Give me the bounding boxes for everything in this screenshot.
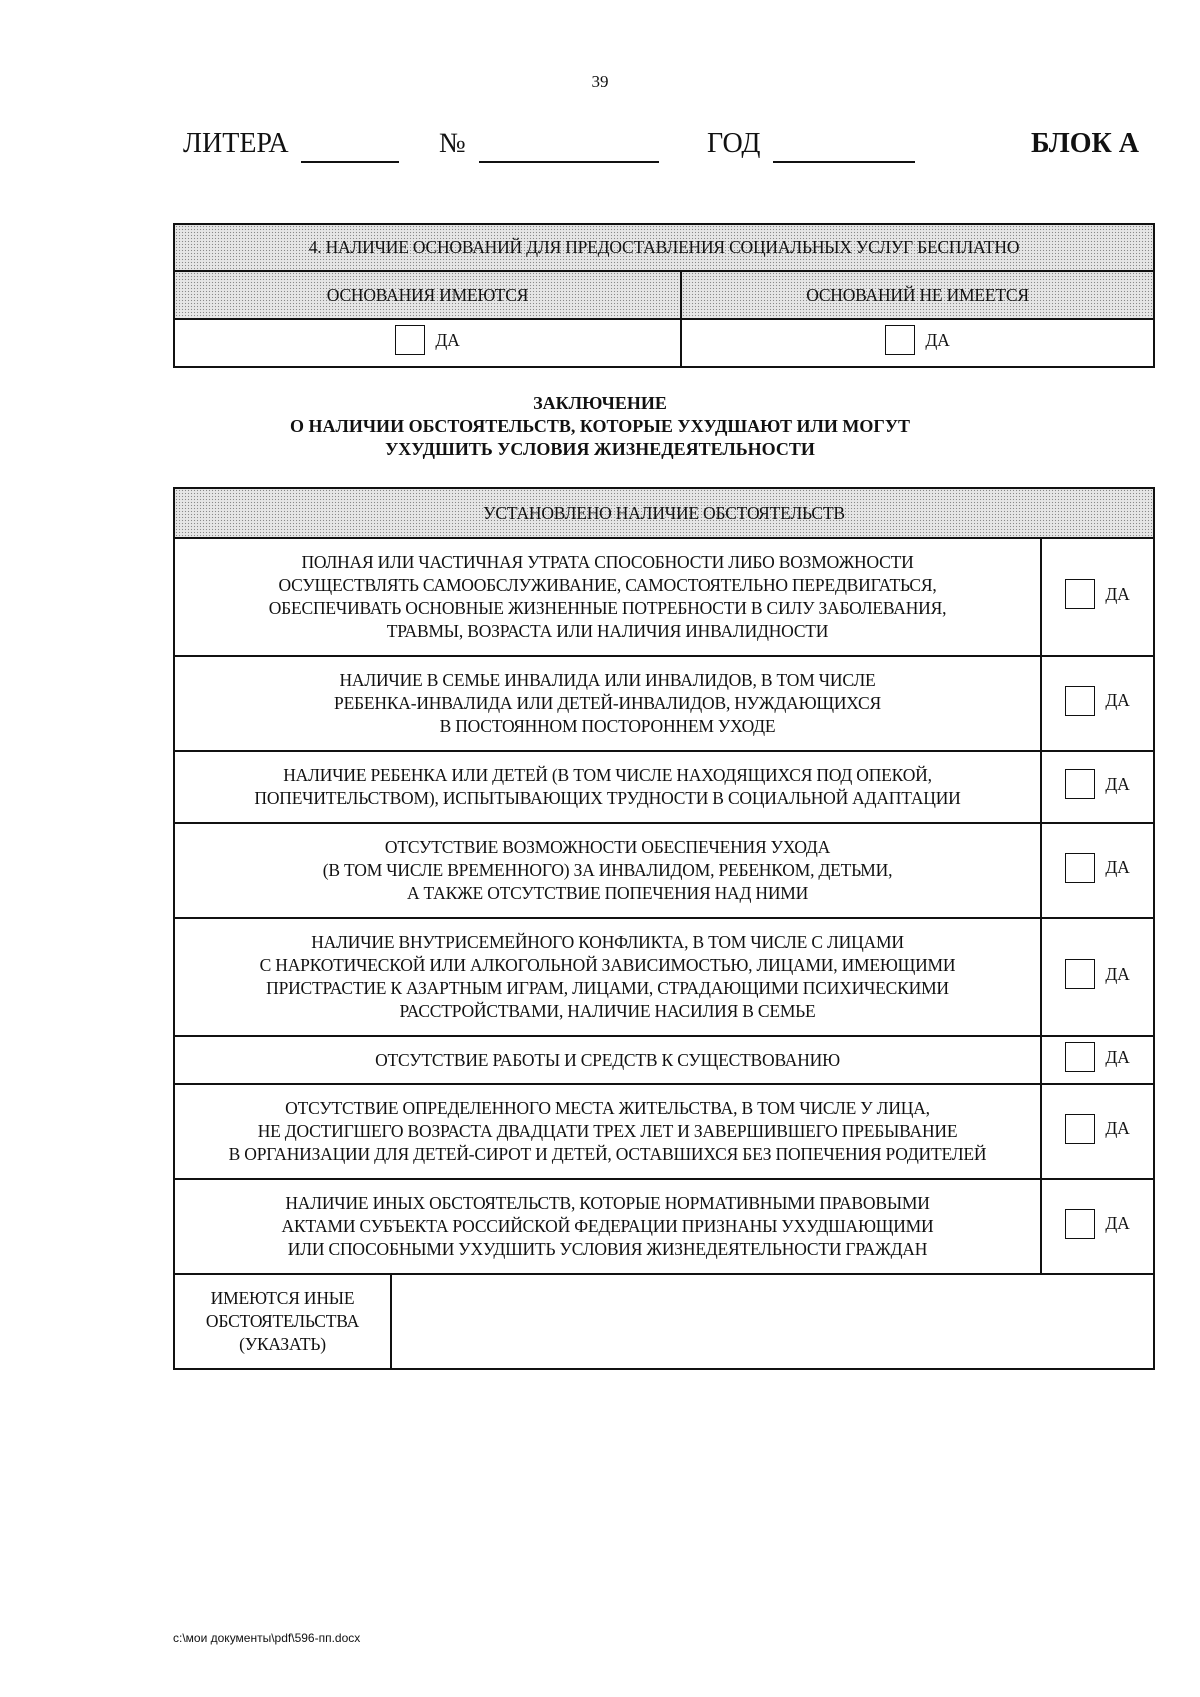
conclusion-subtitle-line: УХУДШИТЬ УСЛОВИЯ ЖИЗНЕДЕЯТЕЛЬНОСТИ <box>385 439 815 459</box>
circumstance-text-line: ОБЕСПЕЧИВАТЬ ОСНОВНЫЕ ЖИЗНЕННЫЕ ПОТРЕБНОСТИ В СИЛУ ЗАБОЛЕВАНИЯ, <box>268 598 947 618</box>
circumstance-text-line: НАЛИЧИЕ В СЕМЬЕ ИНВАЛИДА ИЛИ ИНВАЛИДОВ, В ТОМ ЧИСЛЕ <box>339 670 876 690</box>
circumstance-text-line: С НАРКОТИЧЕСКОЙ ИЛИ АЛКОГОЛЬНОЙ ЗАВИСИМОСТЬЮ, ЛИЦАМИ, ИМЕЮЩИМИ <box>259 955 956 975</box>
circumstance-text-line: В ПОСТОЯННОМ ПОСТОРОННЕМ УХОДЕ <box>439 716 776 736</box>
circumstance-row <box>174 1084 1154 1179</box>
section4-col2-header: ОСНОВАНИЙ НЕ ИМЕЕТСЯ <box>681 271 1154 319</box>
conclusion-heading <box>0 392 1200 461</box>
circumstance-checkbox-cell <box>1041 918 1154 1036</box>
year-field[interactable] <box>773 161 915 163</box>
section4-title: 4. НАЛИЧИЕ ОСНОВАНИЙ ДЛЯ ПРЕДОСТАВЛЕНИЯ СОЦИАЛЬНЫХ УСЛУГ БЕСПЛАТНО <box>174 224 1154 271</box>
circumstance-text <box>174 823 1041 918</box>
other-label-line: (УКАЗАТЬ) <box>239 1334 326 1354</box>
circumstance-checkbox-cell <box>1041 1179 1154 1274</box>
circumstance-checkbox[interactable] <box>1065 959 1095 989</box>
circumstance-row <box>174 1036 1154 1084</box>
circumstance-checkbox[interactable] <box>1065 579 1095 609</box>
grounds-exist-checkbox[interactable] <box>395 325 425 355</box>
circumstance-text-line: АКТАМИ СУБЪЕКТА РОССИЙСКОЙ ФЕДЕРАЦИИ ПРИЗНАНЫ УХУДШАЮЩИМИ <box>281 1216 934 1236</box>
document-header <box>183 128 1139 168</box>
section4-col1-cell <box>174 319 681 367</box>
conclusion-title: ЗАКЛЮЧЕНИЕ <box>533 393 667 413</box>
circumstances-header: УСТАНОВЛЕНО НАЛИЧИЕ ОБСТОЯТЕЛЬСТВ <box>174 488 1154 538</box>
checkbox-label: ДА <box>1105 773 1130 794</box>
checkbox-label: ДА <box>1105 963 1130 984</box>
other-label-line: ИМЕЮТСЯ ИНЫЕ <box>210 1288 355 1308</box>
circumstance-text-line: ПРИСТРАСТИЕ К АЗАРТНЫМ ИГРАМ, ЛИЦАМИ, СТРАДАЮЩИМИ ПСИХИЧЕСКИМИ <box>266 978 949 998</box>
circumstance-text-line: В ОРГАНИЗАЦИИ ДЛЯ ДЕТЕЙ-СИРОТ И ДЕТЕЙ, ОСТАВШИХСЯ БЕЗ ПОПЕЧЕНИЯ РОДИТЕЛЕЙ <box>228 1144 987 1164</box>
circumstance-checkbox[interactable] <box>1065 769 1095 799</box>
circumstance-row <box>174 751 1154 823</box>
circumstance-checkbox-cell <box>1041 1084 1154 1179</box>
circumstance-checkbox-cell <box>1041 656 1154 751</box>
page-number: 39 <box>591 72 609 91</box>
circumstance-text-line: ТРАВМЫ, ВОЗРАСТА ИЛИ НАЛИЧИЯ ИНВАЛИДНОСТИ <box>386 621 829 641</box>
circumstance-checkbox-cell <box>1041 751 1154 823</box>
no-grounds-checkbox[interactable] <box>885 325 915 355</box>
circumstance-text-line: НЕ ДОСТИГШЕГО ВОЗРАСТА ДВАДЦАТИ ТРЕХ ЛЕТ И ЗАВЕРШИВШЕГО ПРЕБЫВАНИЕ <box>257 1121 958 1141</box>
litera-label: ЛИТЕРА <box>183 128 289 159</box>
checkbox-label: ДА <box>1105 690 1130 710</box>
circumstance-text-line: НАЛИЧИЕ ВНУТРИСЕМЕЙНОГО КОНФЛИКТА, В ТОМ ЧИСЛЕ С ЛИЦАМИ <box>311 932 904 952</box>
conclusion-subtitle-line: О НАЛИЧИИ ОБСТОЯТЕЛЬСТВ, КОТОРЫЕ УХУДШАЮТ ИЛИ МОГУТ <box>289 416 911 436</box>
circumstance-text <box>174 751 1041 823</box>
circumstance-checkbox[interactable] <box>1065 1042 1095 1072</box>
circumstance-text-line: РЕБЕНКА-ИНВАЛИДА ИЛИ ДЕТЕЙ-ИНВАЛИДОВ, НУЖДАЮЩИХСЯ <box>334 693 881 713</box>
circumstance-text-line: ОТСУТСТВИЕ ОПРЕДЕЛЕННОГО МЕСТА ЖИТЕЛЬСТВА, В ТОМ ЧИСЛЕ У ЛИЦА, <box>285 1098 930 1118</box>
section4-col2-cell <box>681 319 1154 367</box>
checkbox-label: ДА <box>1105 583 1130 604</box>
circumstance-text-line: ОСУЩЕСТВЛЯТЬ САМООБСЛУЖИВАНИЕ, САМОСТОЯТЕЛЬНО ПЕРЕДВИГАТЬСЯ, <box>278 575 937 595</box>
circumstance-row <box>174 538 1154 656</box>
circumstance-text-line: ПОЛНАЯ ИЛИ ЧАСТИЧНАЯ УТРАТА СПОСОБНОСТИ ЛИБО ВОЗМОЖНОСТИ <box>301 552 914 572</box>
number-field[interactable] <box>479 161 659 163</box>
circumstances-table <box>173 487 1155 1370</box>
year-label: ГОД <box>707 128 761 159</box>
checkbox-label: ДА <box>1105 1213 1130 1233</box>
circumstance-checkbox-cell <box>1041 1036 1154 1084</box>
circumstance-row <box>174 656 1154 751</box>
circumstance-checkbox[interactable] <box>1065 1114 1095 1144</box>
circumstance-text <box>174 1179 1041 1274</box>
circumstance-text <box>174 1036 1041 1084</box>
circumstance-text-line: ИЛИ СПОСОБНЫМИ УХУДШИТЬ УСЛОВИЯ ЖИЗНЕДЕЯТЕЛЬНОСТИ ГРАЖДАН <box>287 1239 928 1259</box>
section4-col1-header: ОСНОВАНИЯ ИМЕЮТСЯ <box>174 271 681 319</box>
circumstance-text-line: (В ТОМ ЧИСЛЕ ВРЕМЕННОГО) ЗА ИНВАЛИДОМ, РЕБЕНКОМ, ДЕТЬМИ, <box>322 860 893 880</box>
section4-table <box>173 223 1155 368</box>
other-circumstances-field[interactable] <box>391 1274 1154 1369</box>
number-label: № <box>439 128 466 159</box>
litera-field[interactable] <box>301 161 399 163</box>
circumstance-checkbox-cell <box>1041 823 1154 918</box>
circumstance-text-line: РАССТРОЙСТВАМИ, НАЛИЧИЕ НАСИЛИЯ В СЕМЬЕ <box>399 1001 816 1021</box>
checkbox-label: ДА <box>1105 857 1130 877</box>
checkbox-label: ДА <box>435 329 460 350</box>
circumstance-text <box>174 918 1041 1036</box>
circumstance-text-line: ПОПЕЧИТЕЛЬСТВОМ), ИСПЫТЫВАЮЩИХ ТРУДНОСТИ В СОЦИАЛЬНОЙ АДАПТАЦИИ <box>254 788 961 808</box>
other-circumstances-label <box>174 1274 391 1369</box>
block-label: БЛОК А <box>1031 128 1139 159</box>
other-label-line: ОБСТОЯТЕЛЬСТВА <box>205 1311 360 1331</box>
circumstance-row <box>174 823 1154 918</box>
checkbox-label: ДА <box>1105 1046 1130 1067</box>
circumstance-checkbox[interactable] <box>1065 1209 1095 1239</box>
circumstance-text <box>174 656 1041 751</box>
circumstance-checkbox[interactable] <box>1065 853 1095 883</box>
file-path-footer: c:\мои документы\pdf\596-пп.docx <box>173 1631 361 1645</box>
circumstance-checkbox[interactable] <box>1065 686 1095 716</box>
checkbox-label: ДА <box>925 329 950 350</box>
circumstance-text <box>174 538 1041 656</box>
circumstance-text-line: ОТСУТСТВИЕ РАБОТЫ И СРЕДСТВ К СУЩЕСТВОВАНИЮ <box>375 1049 840 1070</box>
circumstance-text-line: ОТСУТСТВИЕ ВОЗМОЖНОСТИ ОБЕСПЕЧЕНИЯ УХОДА <box>384 837 831 857</box>
checkbox-label: ДА <box>1105 1118 1130 1138</box>
circumstance-row <box>174 1179 1154 1274</box>
circumstance-text-line: НАЛИЧИЕ РЕБЕНКА ИЛИ ДЕТЕЙ (В ТОМ ЧИСЛЕ НАХОДЯЩИХСЯ ПОД ОПЕКОЙ, <box>283 765 932 785</box>
circumstance-checkbox-cell <box>1041 538 1154 656</box>
circumstance-text <box>174 1084 1041 1179</box>
circumstance-text-line: А ТАКЖЕ ОТСУТСТВИЕ ПОПЕЧЕНИЯ НАД НИМИ <box>406 883 809 903</box>
circumstance-text-line: НАЛИЧИЕ ИНЫХ ОБСТОЯТЕЛЬСТВ, КОТОРЫЕ НОРМАТИВНЫМИ ПРАВОВЫМИ <box>285 1193 930 1213</box>
circumstance-row <box>174 918 1154 1036</box>
